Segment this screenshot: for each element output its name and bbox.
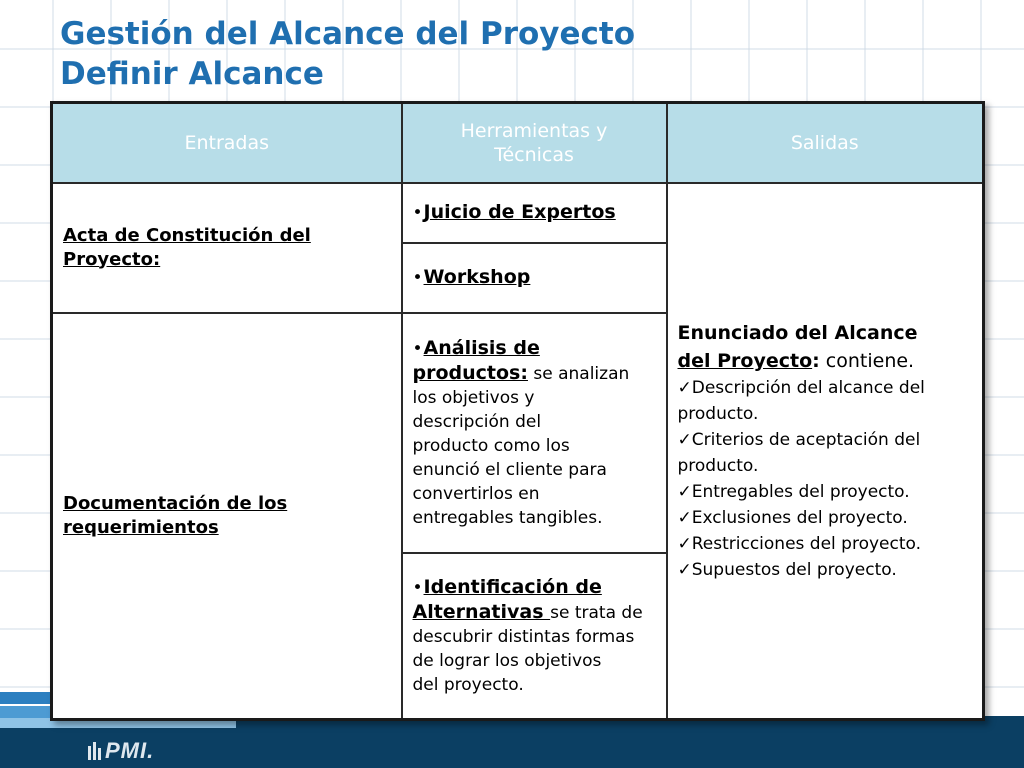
output-title-line	[678, 347, 973, 375]
output-title-suffix: contiene.	[819, 349, 915, 372]
input-label-line: Proyecto:	[63, 248, 161, 270]
bullet: •	[412, 577, 423, 598]
output-item: ✓Supuestos del proyecto.	[677, 559, 897, 580]
tool-desc-line: los objetivos y	[412, 387, 535, 408]
tool-desc-line: enunció el cliente para	[412, 459, 607, 480]
input-label-line: requerimientos	[63, 516, 219, 538]
input-label-line: Documentación de los	[63, 492, 288, 514]
input-cell	[52, 313, 402, 720]
title-line-1: Gestión del Alcance del Proyecto	[60, 16, 635, 52]
slide-title	[60, 14, 635, 94]
tool-desc-line: convertirlos en	[412, 483, 540, 504]
output-title-colon: :	[812, 349, 820, 372]
tool-desc-line: del proyecto.	[412, 674, 524, 695]
tool-cell	[402, 553, 667, 720]
table-row	[52, 183, 984, 243]
output-item	[678, 427, 973, 479]
tool-desc-line: descripción del	[412, 411, 542, 432]
bullet: •	[412, 203, 423, 223]
tool-desc-line: producto como los	[412, 435, 570, 456]
input-label	[63, 492, 391, 540]
header-tools-line2: Técnicas	[494, 143, 574, 166]
header-inputs: Entradas	[52, 103, 402, 183]
output-item-line: ✓Descripción del alcance del	[677, 377, 925, 398]
tool-desc-inline: se trata de	[550, 602, 643, 623]
output-item-line: producto.	[677, 403, 759, 424]
pmi-logo-text: PMI.	[105, 738, 155, 763]
output-item	[678, 375, 973, 427]
bullet: •	[412, 268, 423, 288]
tool-cell	[402, 183, 667, 243]
bullet: •	[412, 338, 423, 359]
output-title-underlined: del Proyecto	[677, 349, 813, 372]
tool-entry	[413, 336, 656, 530]
input-label-line: Acta de Constitución del	[63, 224, 311, 246]
tool-title-line: Alternativas	[412, 600, 551, 623]
pmi-logo	[88, 738, 154, 764]
tool-cell	[402, 313, 667, 553]
output-title-line: Enunciado del Alcance	[677, 321, 918, 344]
pmi-logo-icon	[88, 742, 101, 760]
output-title	[678, 319, 973, 375]
table-header-row	[52, 103, 984, 183]
input-label	[63, 224, 391, 272]
tool-title: Juicio de Expertos	[423, 201, 616, 223]
title-line-2: Definir Alcance	[60, 56, 324, 92]
tool-desc-line: descubrir distintas formas	[412, 626, 635, 647]
tool-title: Workshop	[423, 266, 531, 288]
output-cell	[667, 183, 984, 720]
header-tools	[402, 103, 667, 183]
tool-title-line: Identificación de	[423, 575, 602, 598]
output-item: ✓Entregables del proyecto.	[677, 481, 910, 502]
tool-title-line: Análisis de	[423, 336, 540, 359]
input-cell	[52, 183, 402, 313]
tool-title-line: productos:	[412, 361, 528, 384]
tool-desc-line: entregables tangibles.	[412, 507, 603, 528]
tool-entry	[413, 575, 656, 697]
output-item: ✓Restricciones del proyecto.	[677, 533, 922, 554]
header-outputs: Salidas	[667, 103, 984, 183]
output-item-line: producto.	[677, 455, 759, 476]
tool-desc-inline: se analizan	[527, 363, 630, 384]
tool-desc-line: de lograr los objetivos	[412, 650, 602, 671]
header-tools-line1: Herramientas y	[460, 119, 608, 142]
output-item: ✓Exclusiones del proyecto.	[677, 507, 908, 528]
tool-cell	[402, 243, 667, 313]
process-table	[50, 101, 985, 721]
output-item-line: ✓Criterios de aceptación del	[677, 429, 921, 450]
